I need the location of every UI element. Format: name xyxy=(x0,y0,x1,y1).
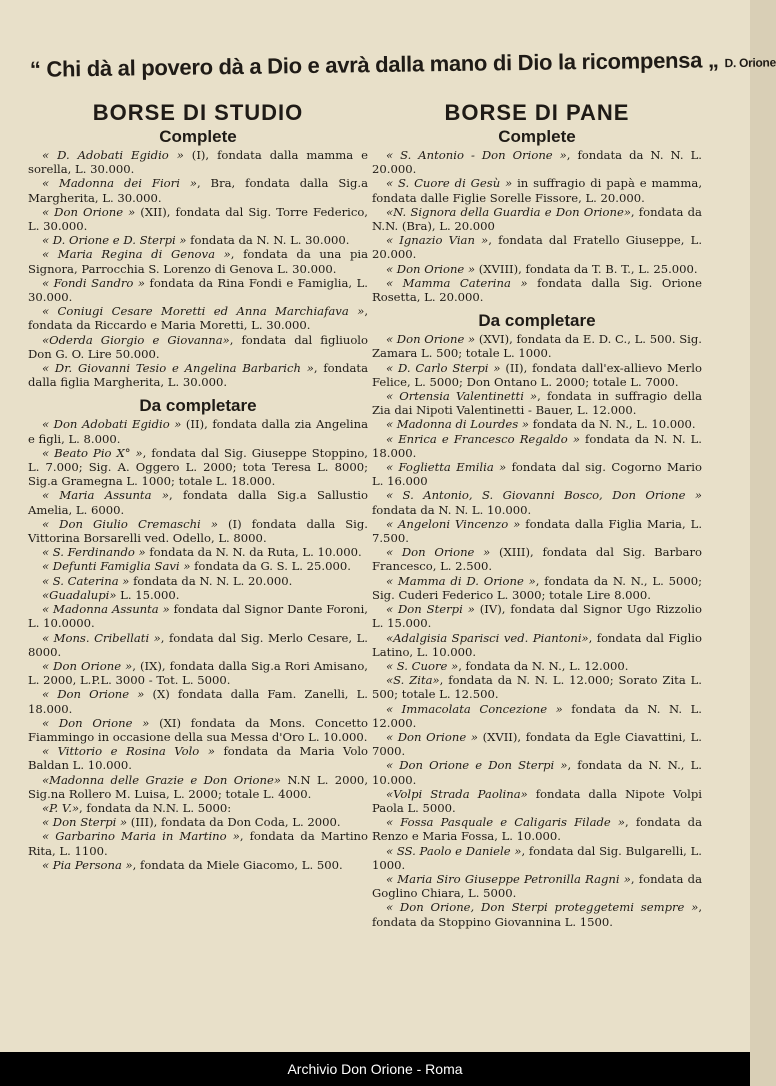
entry-detail: fondata da N. N. L. 30.000. xyxy=(186,233,350,248)
entry-title: « S. Antonio, S. Giovanni Bosco, Don Orione » xyxy=(386,488,702,503)
entry xyxy=(372,432,702,460)
entry-detail: , fondata dal Sig. Bulgarelli, L. 1000. xyxy=(372,843,702,872)
entry-title: « Beato Pio X° » xyxy=(42,445,143,460)
entry-detail: , fondata dalla figlia Margherita, L. 30.000. xyxy=(28,361,368,390)
entry-title: « Mamma di D. Orione » xyxy=(386,573,536,588)
entry xyxy=(372,900,702,928)
entry-detail: (II), fondata dall'ex-allievo Merlo Felice, L. 5000; Don Ontano L. 2000; totale L. 7000. xyxy=(372,360,702,389)
entry xyxy=(28,247,368,275)
entry-detail: fondata da G. S. L. 25.000. xyxy=(190,559,351,574)
entry xyxy=(28,276,368,304)
section-title: BORSE DI STUDIO xyxy=(92,100,304,125)
entry xyxy=(372,844,702,872)
entry-title: « D. Carlo Sterpi » xyxy=(386,360,501,375)
entry-detail: (XVII), fondata da Egle Ciavattini, L. 7000. xyxy=(372,729,702,759)
entry-title: « Ortensia Valentinetti » xyxy=(386,389,538,404)
entry-list xyxy=(372,148,702,304)
entry-title: « Don Orione » xyxy=(386,332,476,347)
entry-title: « Don Orione » xyxy=(386,729,478,744)
entry xyxy=(372,872,702,900)
entry xyxy=(28,829,368,857)
entry-title: « S. Cuore » xyxy=(386,658,459,673)
entry-title: « Defunti Famiglia Savi » xyxy=(42,559,191,574)
entry xyxy=(28,574,368,588)
entry xyxy=(28,659,368,687)
entry-title: «N. Signora della Guardia e Don Orione» xyxy=(386,204,631,219)
entry xyxy=(372,460,702,488)
entry-detail: , fondata dal Fratello Giuseppe, L. 20.000. xyxy=(372,233,702,262)
entry xyxy=(28,559,368,573)
entry-detail: N.N L. 2000, Sig.na Rollero M. Luisa, L. 2000; totale L. 4000. xyxy=(28,772,368,801)
entry xyxy=(28,773,368,801)
motto-quote: “ Chi dà al povero dà a Dio e avrà dalla mano di Dio la ricompensa „ xyxy=(29,47,719,82)
entry-list xyxy=(28,417,368,872)
entry xyxy=(28,815,368,829)
motto-author: D. Orione xyxy=(724,55,776,71)
footer-text: Archivio Don Orione - Roma xyxy=(287,1061,463,1077)
entry xyxy=(372,574,702,602)
entry-detail: (XI) fondata da Mons. Concetto Fiammingo in occasione della sua Messa d'Oro L. 10.000. xyxy=(28,715,368,744)
entry xyxy=(28,488,368,516)
entry-title: « Don Orione » xyxy=(42,715,150,730)
entry-title: « Don Sterpi » xyxy=(42,815,128,830)
entry-detail: , fondata da Riccardo e Maria Moretti, L. 30.000. xyxy=(28,304,368,333)
entry-title: « S. Ferdinando » xyxy=(42,545,146,560)
entry-title: « S. Cuore di Gesù » xyxy=(386,176,513,191)
entry xyxy=(372,262,702,276)
entry-title: « Don Orione, Don Sterpi proteggetemi sempre » xyxy=(386,900,699,915)
entry xyxy=(28,716,368,744)
entry-detail: , Bra, fondata dalla Sig.a Margherita, L. 30.000. xyxy=(28,176,368,205)
entry-title: « Enrica e Francesco Regaldo » xyxy=(386,431,580,446)
entry xyxy=(28,588,368,602)
entry xyxy=(28,801,368,815)
entry-list xyxy=(372,332,702,929)
entry xyxy=(28,517,368,545)
entry-title: « Pia Persona » xyxy=(42,857,133,872)
entry-detail: , fondata da Renzo e Maria Fossa, L. 10.000. xyxy=(372,815,702,844)
entry-title: « Don Orione » xyxy=(386,261,476,276)
column-borse-di-studio xyxy=(28,100,368,872)
entry-detail: , fondata da N. N., L. 12.000. xyxy=(458,658,629,673)
entry xyxy=(372,787,702,815)
entry xyxy=(28,304,368,332)
column-borse-di-pane xyxy=(372,100,702,929)
entry xyxy=(28,205,368,233)
entry-title: « D. Orione e D. Sterpi » xyxy=(42,233,187,248)
entry-detail: fondata dal Signor Dante Foroni, L. 10.0000. xyxy=(28,602,368,631)
entry xyxy=(372,488,702,516)
entry-list xyxy=(28,148,368,389)
entry xyxy=(372,233,702,261)
entry xyxy=(372,631,702,659)
entry xyxy=(28,631,368,659)
entry-title: «Guadalupi» xyxy=(42,587,117,602)
entry-title: «Adalgisia Sparisci ved. Piantoni» xyxy=(386,630,589,645)
entry xyxy=(372,545,702,573)
entry-detail: fondata da Maria Volo Baldan L. 10.000. xyxy=(28,744,369,773)
entry-detail: fondata dalla Nipote Volpi Paola L. 5000. xyxy=(372,786,702,815)
entry xyxy=(372,417,702,431)
motto-header xyxy=(29,47,776,99)
entry-detail: (XIII), fondata dal Sig. Barbaro Francesco, L. 2.500. xyxy=(372,545,702,574)
entry xyxy=(372,730,702,758)
entry-detail: , fondata dal Sig. Giuseppe Stoppino, L. 7.000; Sig. A. Oggero L. 2000; tota Teresa L. 8000; Sig.a Gramegna L. 1000; totale L. 18.000. xyxy=(28,445,368,489)
entry xyxy=(28,233,368,247)
entry-detail: , fondata da Goglino Chiara, L. 5000. xyxy=(372,871,702,901)
entry xyxy=(372,815,702,843)
entry-title: « Don Orione » xyxy=(42,687,145,702)
entry-title: « Don Orione » xyxy=(42,658,133,673)
entry-detail: , fondata da Miele Giacomo, L. 500. xyxy=(132,857,343,872)
entry-title: « Madonna di Lourdes » xyxy=(386,417,530,432)
entry-title: «Madonna delle Grazie e Don Orione» xyxy=(42,772,281,787)
entry xyxy=(28,148,368,176)
entry-title: « Maria Assunta » xyxy=(42,488,169,503)
entry-detail: (XVIII), fondata da T. B. T., L. 25.000. xyxy=(475,261,698,276)
entry xyxy=(28,176,368,204)
entry xyxy=(28,545,368,559)
entry-detail: , fondata da N.N. L. 5000: xyxy=(79,800,232,815)
entry-title: « Dr. Giovanni Tesio e Angelina Barbarich » xyxy=(42,361,314,376)
entry-title: « Don Adobati Egidio » xyxy=(42,417,182,432)
entry-detail: , fondata da N. N. L. 20.000. xyxy=(372,148,702,177)
entry xyxy=(372,205,702,233)
entry xyxy=(28,333,368,361)
entry-title: « SS. Paolo e Daniele » xyxy=(386,843,522,858)
entry-detail: , fondata da N.N. (Bra), L. 20.000 xyxy=(372,204,702,234)
subsection-title-todo: Da completare xyxy=(478,311,596,331)
entry-title: «Volpi Strada Paolina» xyxy=(386,786,528,801)
entry xyxy=(372,332,702,360)
entry-detail: fondata da N. N. L. 12.000. xyxy=(372,701,702,730)
entry xyxy=(372,148,702,176)
entry-detail: fondata da N. N. L. 18.000. xyxy=(372,431,702,460)
entry xyxy=(372,517,702,545)
entry xyxy=(372,389,702,417)
entry-detail: , fondata da N. N., L. 10.000. xyxy=(372,758,702,787)
entry xyxy=(372,673,702,701)
entry xyxy=(372,361,702,389)
entry-detail: (I) fondata dalla Sig. Vittorina Borsarelli ved. Odello, L. 8000. xyxy=(28,516,368,546)
entry-detail: in suffragio di papà e mamma, fondata dalle Figlie Sorelle Fissore, L. 20.000. xyxy=(372,176,702,205)
entry-detail: fondata da N. N., L. 10.000. xyxy=(529,417,696,432)
entry-title: « Ignazio Vian » xyxy=(386,233,489,248)
entry-detail: (X) fondata dalla Fam. Zanelli, L. 18.000. xyxy=(28,687,368,716)
entry-detail: , fondata in suffragio della Zia dai Nipoti Valentinetti - Bauer, L. 12.000. xyxy=(372,389,702,418)
entry-title: « Maria Regina di Genova » xyxy=(42,247,231,262)
entry-detail: (XVI), fondata da E. D. C., L. 500. Sig. Zamara L. 500; totale L. 1000. xyxy=(372,332,702,361)
entry-title: « Angeloni Vincenzo » xyxy=(386,516,521,531)
entry xyxy=(28,417,368,445)
entry-detail: , fondata da Stoppino Giovannina L. 1500. xyxy=(372,900,702,929)
entry xyxy=(372,702,702,730)
entry-detail: (I), fondata dalla mamma e sorella, L. 30.000. xyxy=(28,148,368,177)
entry-detail: (II), fondata dalla zia Angelina e figli, L. 8.000. xyxy=(28,417,368,446)
entry-detail: , fondata da N. N. L. 12.000; Sorato Zita L. 500; totale L. 12.500. xyxy=(372,673,702,702)
entry xyxy=(28,858,368,872)
subsection-title-complete: Complete xyxy=(498,127,576,146)
entry-detail: fondata da N. N. L. 10.000. xyxy=(372,502,532,517)
entry-detail: (IV), fondata dal Signor Ugo Rizzolio L. 15.000. xyxy=(372,602,702,631)
entry-detail: fondata da Rina Fondi e Famiglia, L. 30.000. xyxy=(28,275,368,305)
entry xyxy=(28,361,368,389)
entry xyxy=(372,276,702,304)
entry-detail: (III), fondata da Don Coda, L. 2000. xyxy=(127,815,341,830)
entry-title: « Don Sterpi » xyxy=(386,602,475,617)
entry-title: « S. Caterina » xyxy=(42,573,130,588)
entry-detail: , fondata dal Sig. Merlo Cesare, L. 8000. xyxy=(28,630,368,659)
entry-detail: , fondata dal Figlio Latino, L. 10.000. xyxy=(372,630,702,659)
entry xyxy=(28,602,368,630)
entry-title: « Don Giulio Cremaschi » xyxy=(42,516,218,531)
entry xyxy=(372,176,702,204)
entry-detail: fondata da N. N. da Ruta, L. 10.000. xyxy=(145,545,362,560)
entry-title: « Fondi Sandro » xyxy=(42,275,146,290)
archive-footer xyxy=(0,1052,750,1086)
entry-detail: fondata dalla Sig. Orione Rosetta, L. 20.000. xyxy=(372,275,702,305)
entry-detail: fondata dalla Figlia Maria, L. 7.500. xyxy=(372,516,703,546)
entry-title: «Oderda Giorgio e Giovanna» xyxy=(42,332,230,347)
entry-title: « Fossa Pasquale e Caligaris Filade » xyxy=(386,815,626,830)
entry-title: « Madonna dei Fiori » xyxy=(42,176,197,191)
entry-detail: , fondata da Martino Rita, L. 1100. xyxy=(28,829,369,858)
entry xyxy=(372,659,702,673)
entry-title: « S. Antonio - Don Orione » xyxy=(386,148,567,162)
entry xyxy=(372,602,702,630)
section-title: BORSE DI PANE xyxy=(444,100,630,125)
entry-title: « Mons. Cribellati » xyxy=(42,630,161,645)
entry-title: « Don Orione » xyxy=(42,204,136,219)
entry-detail: L. 15.000. xyxy=(116,587,180,602)
entry-title: « Maria Siro Giuseppe Petronilla Ragni » xyxy=(386,871,631,886)
entry-title: « Madonna Assunta » xyxy=(42,602,170,617)
subsection-title-complete: Complete xyxy=(159,127,237,146)
entry-detail: fondata dal sig. Cogorno Mario L. 16.000 xyxy=(372,460,702,489)
entry-detail: , (IX), fondata dalla Sig.a Rori Amisano, L. 2000, L.P.L. 3000 - Tot. L. 5000. xyxy=(28,658,368,688)
entry-title: «S. Zita» xyxy=(386,673,440,688)
entry-title: « Coniugi Cesare Moretti ed Anna Marchiafava » xyxy=(42,304,365,319)
entry-detail: , fondata da N. N., L. 5000; Sig. Cuderi Federico L. 3000; totale Lire 8.000. xyxy=(372,573,702,602)
entry xyxy=(28,446,368,489)
entry-title: « Mamma Caterina » xyxy=(386,275,528,290)
entry-title: «P. V.» xyxy=(42,800,80,815)
subsection-title-todo: Da completare xyxy=(139,396,257,416)
entry-title: « Don Orione » xyxy=(386,545,491,560)
entry-title: « D. Adobati Egidio » xyxy=(42,148,184,162)
entry-title: « Vittorio e Rosina Volo » xyxy=(42,744,215,759)
entry-title: « Immacolata Concezione » xyxy=(386,701,563,716)
entry-title: « Foglietta Emilia » xyxy=(386,460,507,475)
entry-detail: , fondata dal figliuolo Don G. O. Lire 50.000. xyxy=(28,332,368,361)
entry-title: « Don Orione e Don Sterpi » xyxy=(386,758,568,773)
entry xyxy=(372,758,702,786)
entry-detail: , fondata dalla Sig.a Sallustio Amelia, L. 6000. xyxy=(28,488,368,517)
entry-title: « Garbarino Maria in Martino » xyxy=(42,829,240,844)
entry-detail: (XII), fondata dal Sig. Torre Federico, L. 30.000. xyxy=(28,204,368,234)
entry xyxy=(28,687,368,715)
entry xyxy=(28,744,368,772)
entry-detail: , fondata da una pia Signora, Parrocchia S. Lorenzo di Genova L. 30.000. xyxy=(28,247,368,276)
entry-detail: fondata da N. N. L. 20.000. xyxy=(129,573,293,588)
